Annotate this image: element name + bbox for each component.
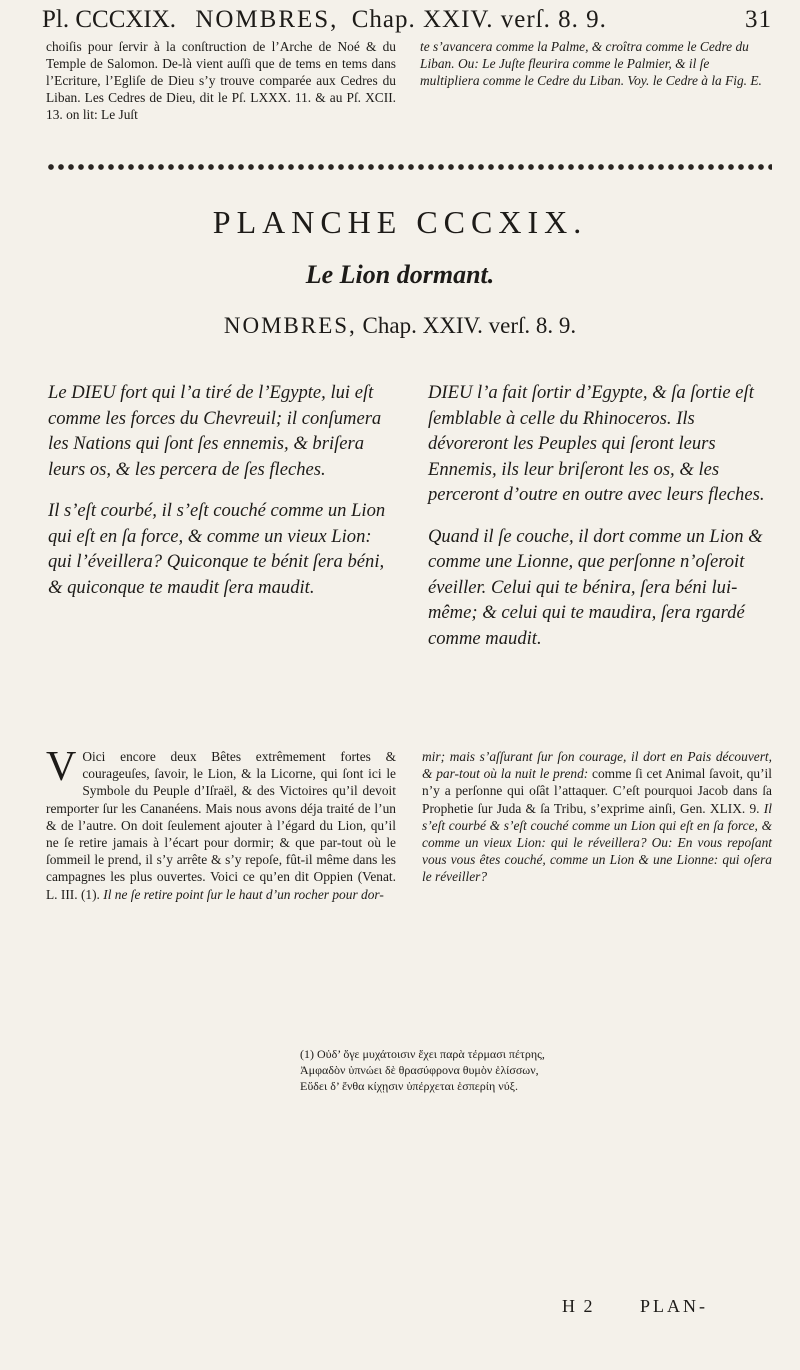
ornamental-rule: [46, 162, 772, 172]
verse-left-1: Le DIEU fort qui l’a tiré de l’Egypte, lui eſt comme les forces du Chevreuil; il conſumera les Nations qui ſont ſes ennemis, & briſera leurs os, & les percera de ſes fleches.: [48, 382, 382, 480]
footnote-line: Εὕδει δ’ ἔνθα κίχῃσιν ὑπέρχεται ἑσπερίη νύξ.: [300, 1079, 518, 1093]
page-number: 31: [745, 6, 772, 33]
plate-reference-book: NOMBRES,: [223, 313, 357, 338]
verse-right-2: Quand il ſe couche, il dort comme un Lion & comme une Lionne, que perſonne n’oſeroit éveiller. Celui qui te bénira, ſera béni lui-même; & celui qui te maudira, ſera rgardé comme maudit.: [428, 525, 763, 649]
verse-column-left: [48, 380, 388, 616]
verse-right-1: DIEU l’a fait ſortir d’Egypte, & ſa ſortie eſt ſemblable à celle du Rhinoceros. Ils dévoreront les Peuples qui ſeront leurs Ennemis, ils leur briſeront les os, & les perceront d’outre en outre avec leurs fleches.: [428, 382, 765, 505]
catchword: PLAN-: [640, 1296, 708, 1316]
plate-reference-chapter: Chap. XXIV. verſ. 8. 9.: [362, 313, 577, 338]
commentary-left: [46, 744, 396, 903]
plate-caption: Le Lion dormant.: [305, 260, 495, 289]
commentary-right-quote: mir; mais s’aſſurant ſur ſon courage, il dort en Pais découvert, & par-tout où la nuit le prend:: [422, 749, 772, 782]
running-head: [42, 6, 772, 34]
plate-title: PLANCHE CCCXIX.: [212, 204, 588, 240]
commentary-left-text: Oici encore deux Bêtes extrêmement fortes & courageuſes, ſavoir, le Lion, & la Licorne, qui ſont ici le Symbole du Peuple d’Iſraël, & des Victoires qu’il devoit remporter ſur les Cananéens. Mais nous avons déja traité de l’un & de l’autre. On doit ſeulement ajouter à l’égard du Lion, qu’il ne ſe retire jamais à l’écart pour dormir; & que par-tout où le ſommeil le prend, il s’y arrête & s’y repoſe, fût-il même dans les campagnes les plus ouvertes. Voici ce qu’en dit Oppien (Venat. L. III. (1).: [46, 749, 396, 902]
continued-text-right: te s’avancera comme la Palme, & croîtra comme le Cedre du Liban. Ou: Le Juſte fleurira comme le Palmier, & il ſe multipliera comme le Cedre du Liban. Voy. le Cedre à la Fig. E.: [420, 39, 762, 88]
drop-cap: V: [46, 744, 77, 790]
footnote-line: (1) Οὐδ’ ὅγε μυχάτοισιν ἔχει παρὰ τέρμασι πέτρης,: [300, 1047, 545, 1061]
footnote-line: Ἀμφαδὸν ὑπνώει δὲ θρασύφρονα θυμὸν ἑλίσσων,: [300, 1063, 539, 1077]
commentary-left-quote: Il ne ſe retire point ſur le haut d’un rocher pour dor-: [103, 886, 384, 902]
signature-mark: H 2: [562, 1296, 595, 1316]
chapter-reference: Chap. XXIV. verſ. 8. 9.: [351, 6, 607, 33]
book-title: NOMBRES,: [195, 6, 339, 33]
plate-reference: [0, 313, 800, 339]
commentary-right: [422, 748, 772, 886]
verse-left-2: Il s’eſt courbé, il s’eſt couché comme un Lion qui eſt en ſa force, & comme un vieux Lion: qui l’éveillera? Quiconque te bénit ſera béni, & quiconque te maudit ſera maudit.: [48, 500, 386, 598]
verse-column-right: [428, 380, 768, 667]
commentary-right-text: comme ſi cet Animal ſavoit, qu’il n’y a perſonne qui oſât l’attaquer. C’eſt pourquoi Jacob dans ſa Prophetie ſur Juda & ſa Tribu, s’exprime ainſi, Gen. XLIX. 9.: [422, 766, 772, 816]
continued-text-left: choiſis pour ſervir à la conſtruction de l’Arche de Noé & du Temple de Salomon. De-là vient auſſi que de tems en tems dans l’Ecriture, l’Egliſe de Dieu s’y trouve comparée aux Cedres du Liban. Les Cedres de Dieu, dit le Pſ. LXXX. 11. & au Pſ. XCII. 13. on lit: Le Juſt: [46, 39, 396, 122]
greek-footnote: [300, 1046, 720, 1094]
commentary-right-scripture: Il s’eſt courbé & s’eſt couché comme un Lion qui eſt en ſa force, & comme un vieux Lion: qui le réveillera? Ou: En vous repoſant vous vous êtes couché, comme un Lion & une Lionne: qui oſera le réveiller?: [422, 800, 772, 885]
plate-number: Pl. CCCXIX.: [42, 6, 177, 33]
